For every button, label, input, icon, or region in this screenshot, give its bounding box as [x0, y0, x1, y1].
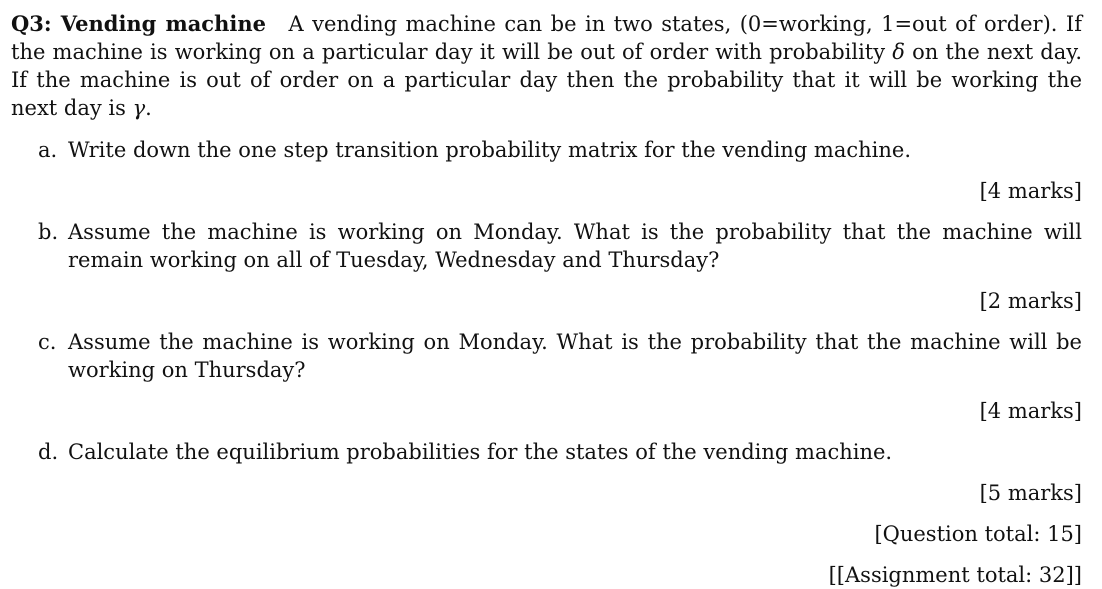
- intro-end: .: [145, 96, 152, 120]
- part-c: [38, 328, 1082, 384]
- part-d-marks: [5 marks]: [979, 481, 1082, 505]
- assignment-total: [[Assignment total: 32]]: [828, 563, 1082, 587]
- question-title: Q3: Vending machine: [11, 11, 266, 36]
- part-b-text: Assume the machine is working on Monday. What is the probability that the machine will remain working on all of Tuesday, Wednesday and Thursday?: [68, 220, 1082, 272]
- intro-text-1: A vending machine can be in two states, (0=working, 1=out of order). If the machine is working on a particular day it will be out of order with probability: [11, 12, 1083, 64]
- part-a-marks: [4 marks]: [979, 179, 1082, 203]
- part-a: [38, 136, 1082, 164]
- gamma-symbol: γ: [132, 96, 146, 120]
- part-d: [38, 438, 1082, 466]
- part-b-marks: [2 marks]: [979, 289, 1082, 313]
- part-c-marks: [4 marks]: [979, 399, 1082, 423]
- part-a-text: Write down the one step transition probability matrix for the vending machine.: [68, 138, 911, 162]
- part-b: [38, 218, 1082, 274]
- delta-symbol: δ: [892, 40, 905, 64]
- question-total: [Question total: 15]: [874, 522, 1082, 546]
- part-a-letter: a.: [38, 138, 58, 162]
- question-intro: [11, 10, 1082, 122]
- part-c-text: Assume the machine is working on Monday. What is the probability that the machine will be working on Thursday?: [68, 330, 1082, 382]
- intro-text-2: on the next day. If the machine is out of order on a particular day then the probability that it will be working the next day is: [11, 40, 1082, 120]
- part-b-letter: b.: [38, 220, 59, 244]
- part-d-letter: d.: [38, 440, 59, 464]
- part-c-letter: c.: [38, 330, 57, 354]
- part-d-text: Calculate the equilibrium probabilities for the states of the vending machine.: [68, 440, 893, 464]
